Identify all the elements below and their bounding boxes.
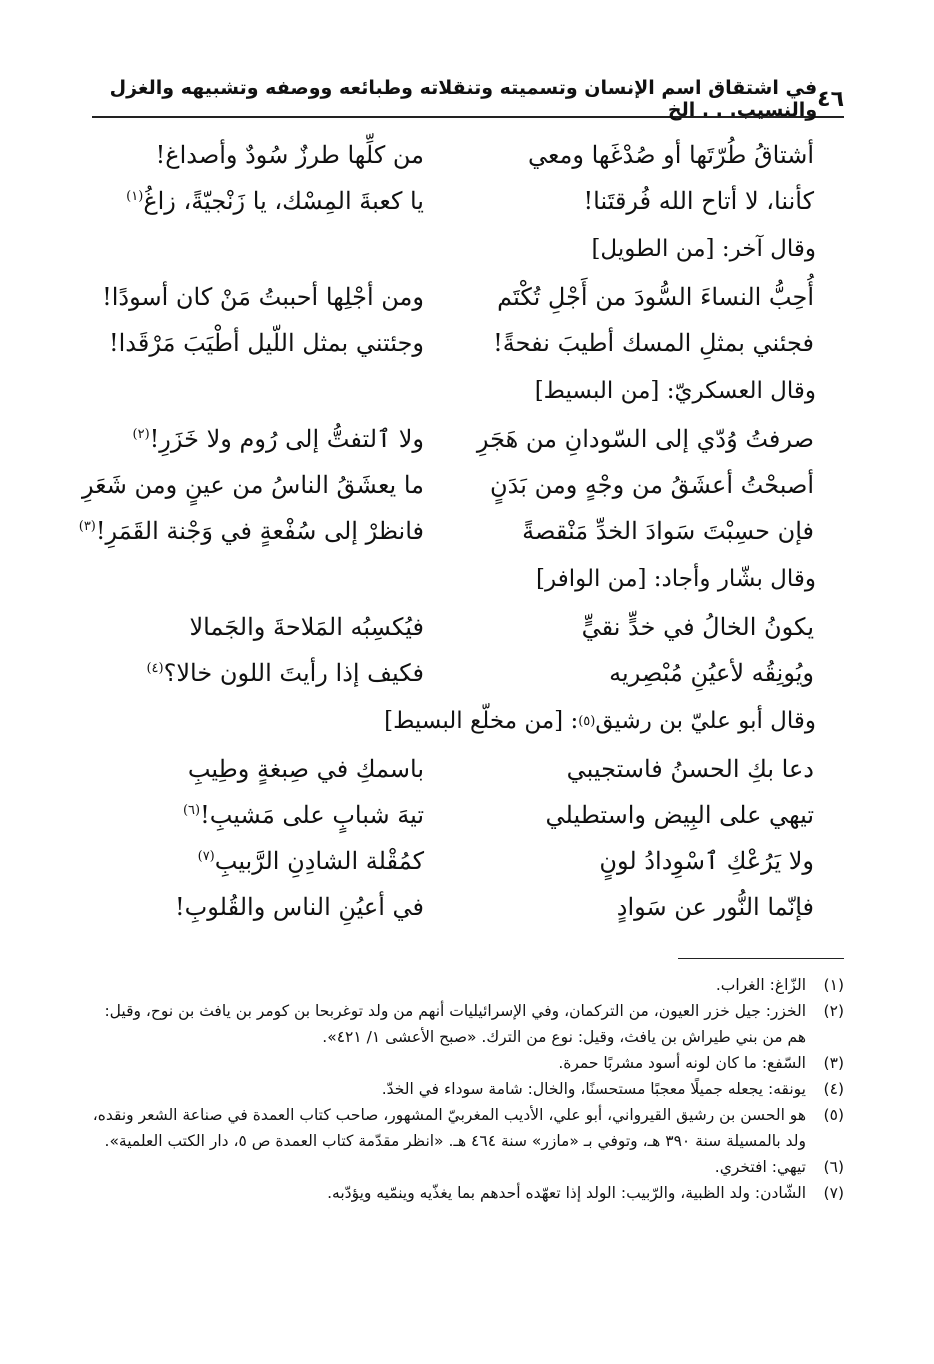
hemistich-text: كمُقْلة الشادِنِ الرَّبيبِ xyxy=(214,847,424,875)
second-hemistich: من كلِّها طرزٌ سُودٌ وأصداغ! xyxy=(155,141,424,169)
first-hemistich: كأننا، لا أتاح الله فُرقتَنا! xyxy=(583,187,814,215)
first-hemistich: تيهي على البِيض واستطيلي xyxy=(545,801,814,829)
verse xyxy=(92,178,844,224)
poem-4 xyxy=(92,604,844,696)
hemistich-text: تيهَ شبابٍ على مَشيبِ! xyxy=(200,801,424,829)
footnote-text: الخزر: جيل خزر العيون، من التركمان، وفي الإسرائيليات أنهم من ولد توغربحا بن كومر بن يافث بن نوح، وقيل: هم من بني طيراش بن يافث، وقيل: نوع من الترك. «صبح الأعشى ١/ ٤٢١». xyxy=(104,1002,806,1046)
main-text xyxy=(78,132,844,930)
first-hemistich: دعا بكِ الحسنُ فاستجيبي xyxy=(566,755,814,783)
hemistich-text: يا كعبةَ المِسْك، يا زَنْجيّةً، زاغُ xyxy=(143,187,424,215)
footnote-text: الشّادن: ولد الظبية، والرّبيب: الولد إذا تعهّده أحدهم بما يغذّيه وينمّيه ويؤدّبه. xyxy=(327,1184,806,1202)
footnotes xyxy=(92,972,844,1206)
poem-intro: وقال آخر: [من الطويل] xyxy=(591,236,816,262)
poem-intro: وقال بشّار وأجاد: [من الوافر] xyxy=(536,566,816,592)
footnote xyxy=(92,1180,844,1206)
footnote-number: (٤) xyxy=(823,1080,844,1098)
poem-intro: وقال العسكريّ: [من البسيط] xyxy=(534,378,816,404)
second-hemistich: باسمكِ في صِبغةٍ وطِيبِ xyxy=(187,755,424,783)
intro-text: وقال أبو عليّ بن رشيق xyxy=(595,708,816,734)
verse xyxy=(92,792,844,838)
poem-1 xyxy=(92,132,844,224)
poem-3 xyxy=(78,416,844,554)
footnote-number: (١) xyxy=(823,976,844,994)
first-hemistich: ولا يَرُعْكِ ٱسْوِدادُ لونٍ xyxy=(599,847,814,875)
first-hemistich: أشتاقُ طُرّتَها أو صُدْغَها ومعي xyxy=(527,141,814,169)
page-number: ٤٦ xyxy=(817,86,844,112)
verse xyxy=(92,650,844,696)
footnote-number: (٦) xyxy=(823,1158,844,1176)
first-hemistich: فإن حسِبْتَ سَوادَ الخدِّ مَنْقصةً xyxy=(522,517,814,545)
verse xyxy=(78,508,844,554)
hemistich-text: فكيف إذا رأيتَ اللون خالا؟ xyxy=(163,659,424,687)
first-hemistich: صرفتُ وُدّي إلى السّودانِ من هَجَرِ xyxy=(476,425,814,453)
second-hemistich xyxy=(94,801,454,829)
footnote-number: (٣) xyxy=(823,1054,844,1072)
footnote-text: الزّاغ: الغراب. xyxy=(715,976,806,994)
first-hemistich: فجئني بمثلِ المسك أطيبَ نفحةً! xyxy=(493,329,814,357)
hemistich-text: ولا ٱلتفتُّ إلى رُوم ولا خَزَرِ! xyxy=(149,425,424,453)
verse xyxy=(92,274,844,320)
footnote-number: (٢) xyxy=(823,1002,844,1020)
first-hemistich: أصبحْتُ أعشَقُ من وجْهٍ ومن بَدَنٍ xyxy=(490,471,814,499)
verse xyxy=(92,838,844,884)
first-hemistich: ويُونِقُه لأعيُنِ مُبْصِريه xyxy=(609,659,814,687)
footnote xyxy=(92,998,844,1050)
footnote-ref: (٥) xyxy=(578,713,596,729)
footnote-number: (٧) xyxy=(823,1184,844,1202)
verse xyxy=(81,462,844,508)
verse xyxy=(92,416,844,462)
poem-intro xyxy=(92,696,844,746)
second-hemistich: في أعيُنِ الناس والقُلوبِ! xyxy=(175,893,424,921)
footnote-ref: (١) xyxy=(126,189,144,204)
poem-5 xyxy=(92,746,844,930)
footnote xyxy=(92,1076,844,1102)
footnote-ref: (٦) xyxy=(182,803,201,818)
second-hemistich xyxy=(94,847,454,875)
footnote-ref: (٤) xyxy=(146,661,164,676)
hemistich-text: فانظرْ إلى سُفْعةٍ في وَجْنة القَمَرِ! xyxy=(95,517,424,545)
verse xyxy=(92,320,844,366)
second-hemistich: ما يعشَقُ الناسُ من عينٍ ومن شَعَرِ xyxy=(81,471,424,499)
footnote-ref: (٧) xyxy=(197,849,215,864)
footnote-text: السّفع: ما كان لونه أسود مشربًا حمرة. xyxy=(558,1054,806,1072)
footnote xyxy=(92,1102,844,1154)
second-hemistich xyxy=(94,659,454,687)
footnote xyxy=(92,1154,844,1180)
verse xyxy=(92,884,844,930)
first-hemistich: فإنّما النُّور عن سَوادٍ xyxy=(616,893,814,921)
footnote-ref: (٣) xyxy=(78,519,96,534)
verse xyxy=(92,132,844,178)
second-hemistich: فيُكسِبُه المَلاحةَ والجَمالا xyxy=(189,613,424,641)
second-hemistich: ومن أجْلِها أحببتُ مَنْ كان أسودًا! xyxy=(102,283,424,311)
running-header xyxy=(92,77,844,121)
footnote-ref: (٢) xyxy=(132,427,150,442)
second-hemistich xyxy=(78,517,454,545)
footnote-number: (٥) xyxy=(823,1106,844,1124)
verse xyxy=(92,746,844,792)
second-hemistich xyxy=(94,187,454,215)
footnote-text: هو الحسن بن رشيق القيرواني، أبو علي، الأديب المغربيّ المشهور، صاحب كتاب العمدة في صناعة الشعر ونقده، ولد بالمسيلة سنة ٣٩٠ هـ، وتوفي بـ «مازر» سنة ٤٦٤ هـ. «انظر مقدّمة كتاب العمدة ص ٥، دار الكتب العلمية». xyxy=(92,1106,806,1150)
footnote xyxy=(92,1050,844,1076)
second-hemistich xyxy=(94,425,454,453)
verse xyxy=(92,604,844,650)
second-hemistich: وجئتني بمثل اللّيل أطْيَبَ مَرْقَدا! xyxy=(108,329,424,357)
footnote-text: تيهي: افتخري. xyxy=(714,1158,806,1176)
footnote xyxy=(92,972,844,998)
first-hemistich: يكونُ الخالُ في خدٍّ نقيٍّ xyxy=(581,613,814,641)
footnote-separator xyxy=(678,958,844,959)
poem-2 xyxy=(92,274,844,366)
first-hemistich: أُحِبُّ النساءَ السُّودَ من أَجْلِ تُكْتَم xyxy=(497,283,814,311)
footnote-text: يونقه: يجعله جميلًا معجبًا مستحسنًا، والخال: شامة سوداء في الخدّ. xyxy=(381,1080,806,1098)
running-title: في اشتقاق اسم الإنسان وتسميته وتنقلاته وطبائعه ووصفه وتشبيهه والغزل والنسيب. . . الخ xyxy=(109,77,818,121)
intro-meter: : [من مخلّع البسيط] xyxy=(384,708,579,734)
